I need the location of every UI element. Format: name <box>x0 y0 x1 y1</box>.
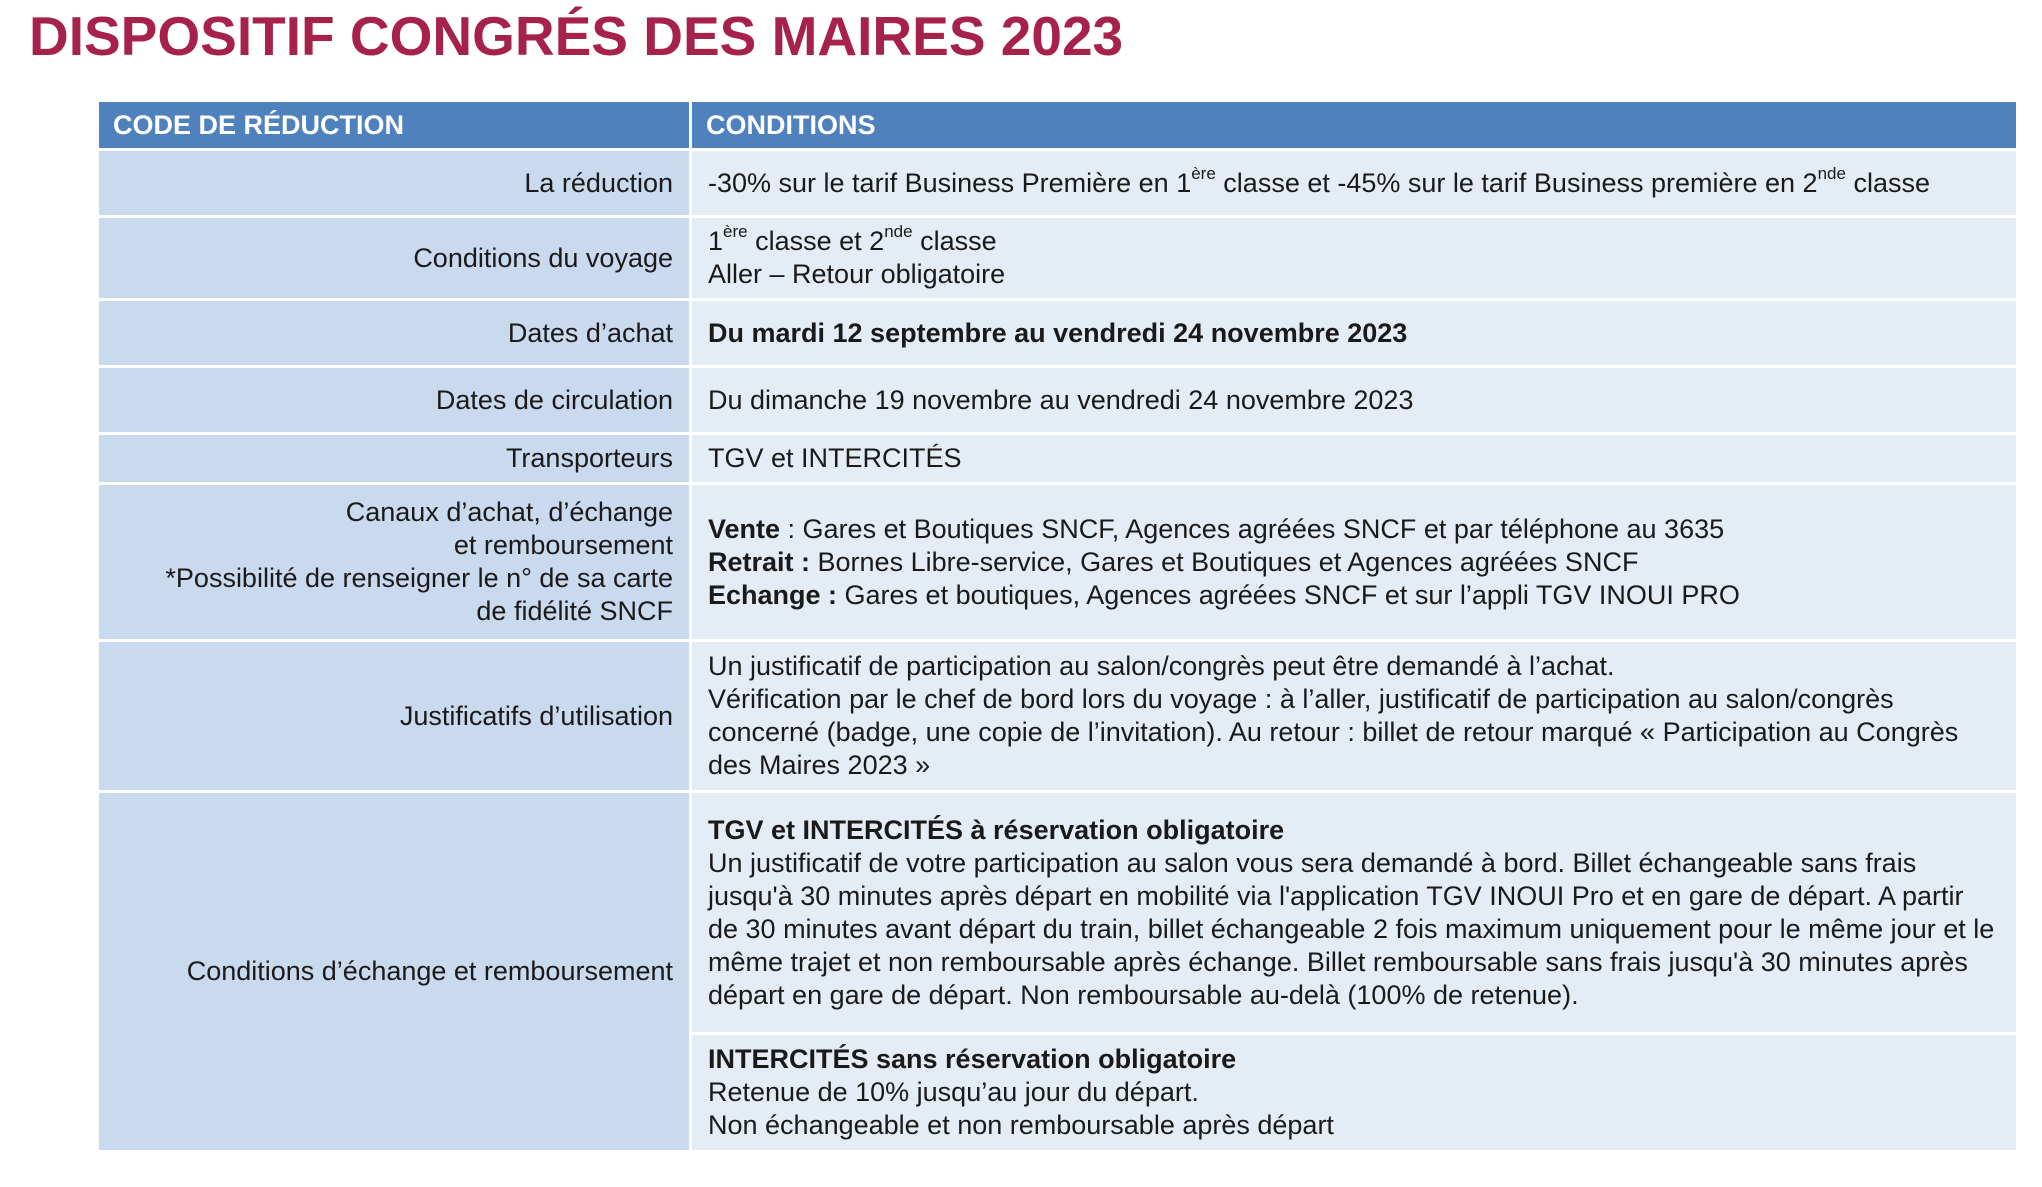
echange-block-reservation-obligatoire <box>692 793 2016 1032</box>
voyage-sup-1: ère <box>723 222 748 241</box>
table-row-transporteurs <box>99 435 2016 482</box>
conditions-table <box>96 99 2019 1153</box>
table-row-circulation <box>99 368 2016 432</box>
row-value-reduction <box>692 151 2016 215</box>
row-label-transporteurs: Transporteurs <box>99 435 689 482</box>
justificatifs-line-1: Un justificatif de participation au salon/congrès peut être demandé à l’achat. <box>708 651 1615 681</box>
row-label-canaux <box>99 485 689 639</box>
echange-label: Echange : <box>708 579 838 610</box>
voyage-sup-2: nde <box>884 222 913 241</box>
row-label-achat: Dates d’achat <box>99 301 689 365</box>
echange-block-2-line-1: Retenue de 10% jusqu’au jour du départ. <box>708 1077 1199 1107</box>
table-header-row <box>99 102 2016 148</box>
reduction-text-3: classe <box>1845 167 1930 198</box>
table-row-justificatifs <box>99 642 2016 790</box>
retrait-label: Retrait : <box>708 546 811 577</box>
echange-block-2-line-2: Non échangeable et non remboursable après départ <box>708 1110 1334 1140</box>
voyage-text-1: 1 <box>708 226 724 256</box>
retrait-text: Bornes Libre-service, Gares et Boutiques et Agences agréées SNCF <box>810 546 1639 577</box>
canaux-echange <box>708 579 2000 612</box>
canaux-label-line-1: Canaux d’achat, d’échange et remboursement <box>345 497 673 560</box>
header-code-reduction: CODE DE RÉDUCTION <box>99 102 689 148</box>
voyage-line-1 <box>708 222 2000 258</box>
row-label-reduction: La réduction <box>99 151 689 215</box>
voyage-text-2: classe et 2 <box>747 226 885 256</box>
row-value-transporteurs: TGV et INTERCITÉS <box>692 435 2016 482</box>
canaux-vente <box>708 513 2000 546</box>
header-conditions: CONDITIONS <box>692 102 2016 148</box>
table-row-voyage <box>99 218 2016 298</box>
justificatifs-line-2: Vérification par le chef de bord lors du voyage : à l’aller, justificatif de participation au salon/congrès concerné (badge, une copie de l’invitation). Au retour : billet de retour marqué « Participation au Congrès des Maires 2023 » <box>708 684 1959 780</box>
canaux-retrait <box>708 546 2000 579</box>
voyage-text-3: classe <box>912 226 997 256</box>
row-label-justificatifs: Justificatifs d’utilisation <box>99 642 689 790</box>
row-label-voyage: Conditions du voyage <box>99 218 689 298</box>
echange-block-sans-reservation <box>692 1035 2016 1150</box>
echange-block-2-title: INTERCITÉS sans réservation obligatoire <box>708 1044 1237 1074</box>
reduction-text-2: classe et -45% sur le tarif Business première en 2 <box>1215 167 1818 198</box>
reduction-text-1: -30% sur le tarif Business Première en 1 <box>708 167 1192 198</box>
vente-text: : Gares et Boutiques SNCF, Agences agréées SNCF et par téléphone au 3635 <box>780 513 1725 544</box>
reduction-sup-2: nde <box>1817 163 1846 183</box>
canaux-label-line-2: *Possibilité de renseigner le n° de sa carte de fidélité SNCF <box>165 563 673 626</box>
echange-text: Gares et boutiques, Agences agréées SNCF et sur l’appli TGV INOUI PRO <box>837 579 1740 610</box>
vente-label: Vente <box>708 513 781 544</box>
row-value-canaux <box>692 485 2016 639</box>
table-row-canaux <box>99 485 2016 639</box>
row-label-echange: Conditions d’échange et remboursement <box>99 793 689 1150</box>
row-value-circulation: Du dimanche 19 novembre au vendredi 24 novembre 2023 <box>692 368 2016 432</box>
page-title: DISPOSITIF CONGRÉS DES MAIRES 2023 <box>29 5 1124 67</box>
row-value-voyage <box>692 218 2016 298</box>
row-value-justificatifs <box>692 642 2016 790</box>
echange-block-1-title: TGV et INTERCITÉS à réservation obligatoire <box>708 814 1285 845</box>
reduction-sup-1: ère <box>1191 163 1216 183</box>
voyage-line-2: Aller – Retour obligatoire <box>708 259 1006 289</box>
row-value-achat: Du mardi 12 septembre au vendredi 24 novembre 2023 <box>692 301 2016 365</box>
row-label-circulation: Dates de circulation <box>99 368 689 432</box>
table-row-achat <box>99 301 2016 365</box>
table-row-reduction <box>99 151 2016 215</box>
table-row-echange-a <box>99 793 2016 1032</box>
echange-block-1-text: Un justificatif de votre participation au salon vous sera demandé à bord. Billet échangeable sans frais jusqu'à 30 minutes après départ en mobilité via l'application TGV INOUI Pro et en gare de départ. A partir de 30 minutes avant départ du train, billet échangeable 2 fois maximum uniquement pour le même jour et le même trajet et non remboursable après échange. Billet remboursable sans frais jusqu'à 30 minutes après départ en gare de départ. Non remboursable au-delà (100% de retenue). <box>708 847 1995 1010</box>
